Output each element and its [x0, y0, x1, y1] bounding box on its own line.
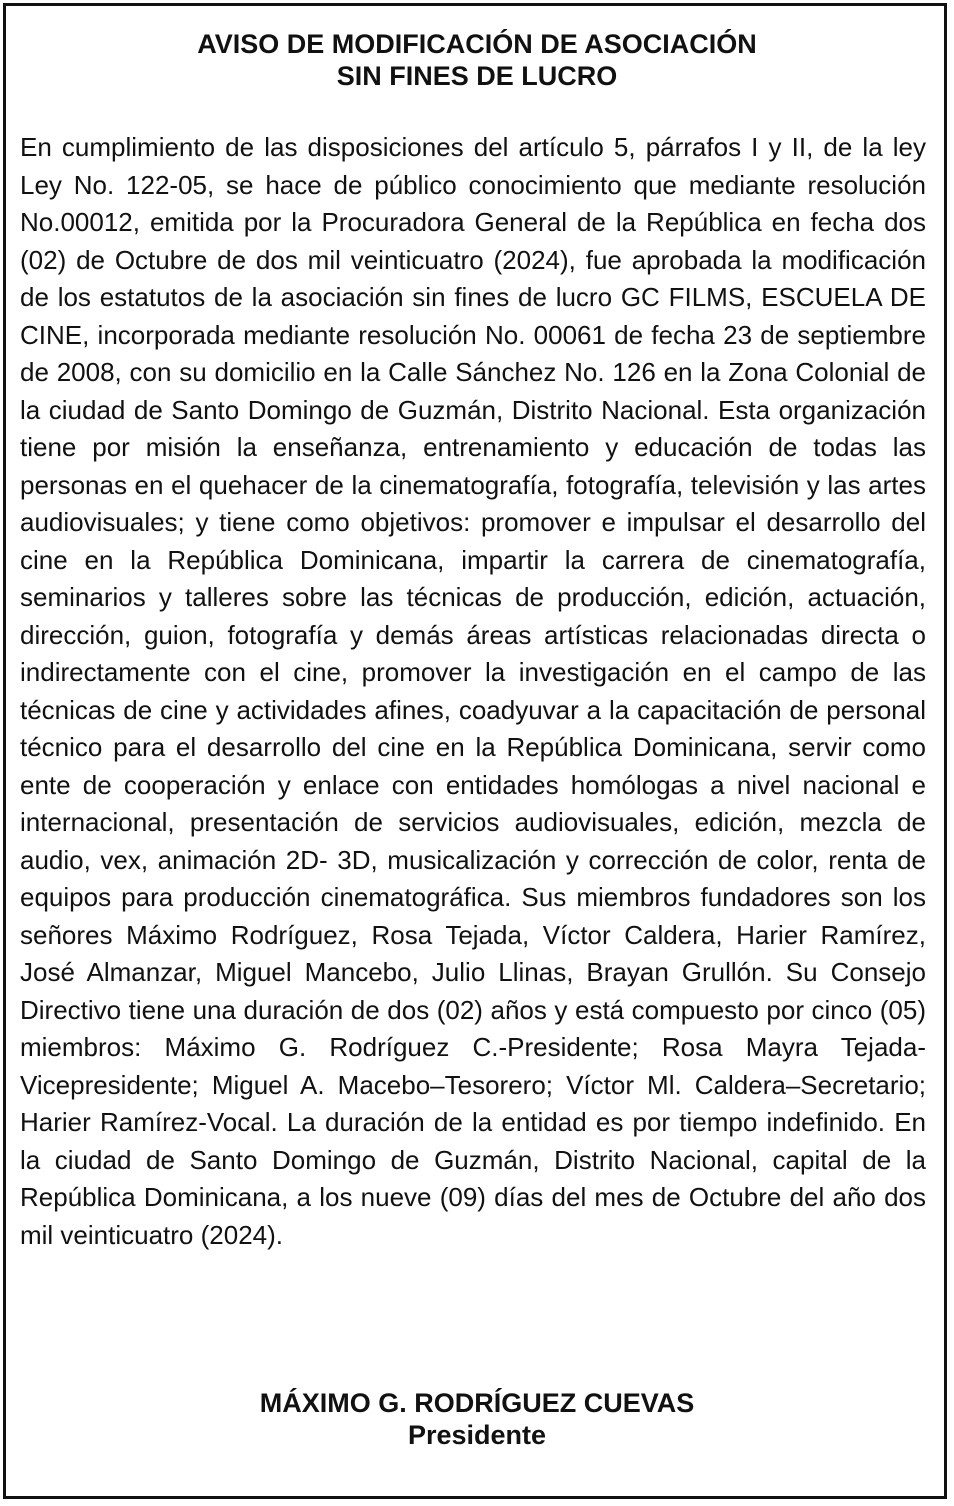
notice-body-text: En cumplimiento de las disposiciones del artículo 5, párrafos I y II, de la ley Ley No. 122-05, se hace de público conocimiento que mediante resolución No.00012, emitida por la Procuradora General de la República en fecha dos (02) de Octubre de dos mil veinticuatro (2024), fue aprobada la modificación de los estatutos de la asociación sin fines de lucro GC FILMS, ESCUELA DE CINE, incorporada mediante resolución No. 00061 de fecha 23 de septiembre de 2008, con su domicilio en la Calle Sánchez No. 126 en la Zona Colonial de la ciudad de Santo Domingo de Guzmán, Distrito Nacional. Esta organización tiene por misión la enseñanza, entrenamiento y educación de todas las personas en el quehacer de la cinematografía, fotografía, televisión y las artes audiovisuales; y tiene como objetivos: promover e impulsar el desarrollo del cine en la República Dominicana, impartir la carrera de cinematografía, seminarios y talleres sobre las técnicas de producción, edición, actuación, dirección, guion, fotografía y demás áreas artísticas relacionadas directa o indirectamente con el cine, promover la investigación en el campo de las técnicas de cine y actividades afines, coadyuvar a la capacitación de personal técnico para el desarrollo del cine en la República Dominicana, servir como ente de cooperación y enlace con entidades homólogas a nivel nacional e internacional, presentación de servicios audiovisuales, edición, mezcla de audio, vex, animación 2D- 3D, musicalización y corrección de color, renta de equipos para producción cinematográfica. Sus miembros fundadores son los señores Máximo Rodríguez, Rosa Tejada, Víctor Caldera, Harier Ramírez, José Almanzar, Miguel Mancebo, Julio Llinas, Brayan Grullón. Su Consejo Directivo tiene una duración de dos (02) años y está compuesto por cinco (05) miembros: Máximo G. Rodríguez C.-Presidente; Rosa Mayra Tejada-Vicepresidente; Miguel A. Macebo–Tesorero; Víctor Ml. Caldera–Secretario; Harier Ramírez-Vocal. La duración de la entidad es por tiempo indefinido. En la ciudad de Santo Domingo de Guzmán, Distrito Nacional, capital de la República Dominicana, a los nueve (09) días del mes de Octubre del año dos mil veinticuatro (2024).	[20, 132, 926, 1250]
signature-block	[0, 1387, 954, 1451]
signatory-name: MÁXIMO G. RODRÍGUEZ CUEVAS	[259, 1388, 695, 1418]
notice-title	[0, 28, 954, 92]
notice-title-line-2: SIN FINES DE LUCRO	[336, 61, 618, 91]
signatory-title: Presidente	[407, 1420, 547, 1450]
notice-title-line-1: AVISO DE MODIFICACIÓN DE ASOCIACIÓN	[197, 29, 757, 59]
